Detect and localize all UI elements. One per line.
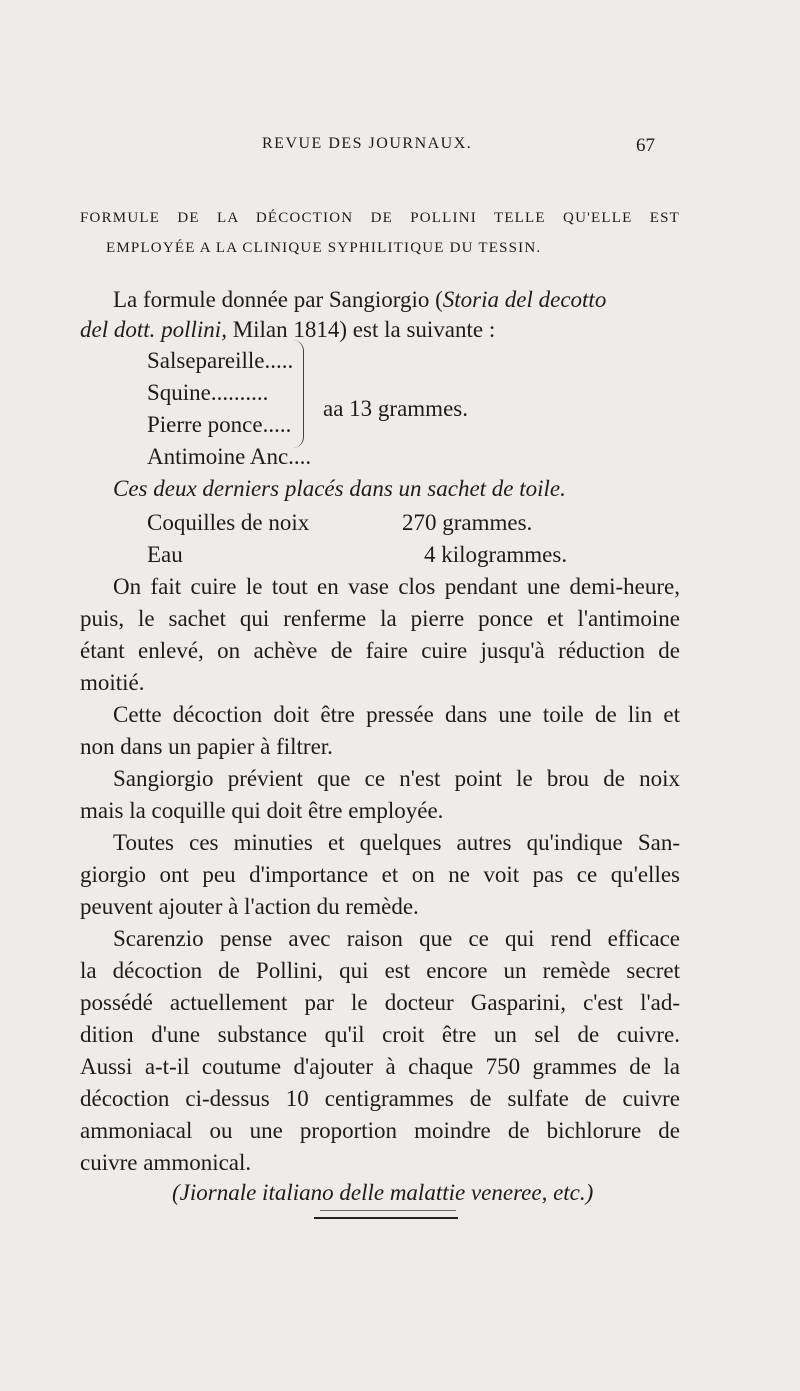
section-title-line-2: EMPLOYÉE A LA CLINIQUE SYPHILITIQUE DU TESSIN. [106,240,542,256]
source-citation: (Jiornale italiano delle malattie veneree, etc.) [172,1180,594,1205]
ingredient-item: Squine.......... [147,380,269,405]
body-line: non dans un papier à filtrer. [80,734,333,759]
body-line: moitié. [80,670,145,695]
grouping-brace [293,340,304,448]
ingredient-item: Salsepareille..... [147,348,294,373]
other-ingredient-name: Coquilles de noix [147,510,310,535]
intro-line-2 [80,315,495,345]
body-line: mais la coquille qui doit être employée. [80,798,444,823]
running-header [0,135,800,159]
body-line: peuvent ajouter à l'action du remède. [80,894,419,919]
body-line: Sangiorgio prévient que ce n'est point le brou de noix [113,766,680,791]
intro-line-1 [113,285,606,315]
body-line: ammoniacal ou une proportion moindre de bichlorure de [80,1118,680,1143]
body-line: Aussi a-t-il coutume d'ajouter à chaque 750 grammes de la [80,1054,680,1079]
other-ingredient-quantity: 4 kilogrammes. [424,542,568,567]
body-line: cuivre ammonical. [80,1150,252,1175]
sachet-note: Ces deux derniers placés dans un sachet de toile. [113,476,566,501]
section-title-line-1: FORMULE DE LA DÉCOCTION DE POLLINI TELLE QU'ELLE EST [80,210,680,226]
ingredient-quantity: aa 13 grammes. [323,396,468,421]
body-line: Toutes ces minuties et quelques autres qu'indique San- [113,830,680,855]
body-line: décoction ci-dessus 10 centigrammes de sulfate de cuivre [80,1086,680,1111]
end-rule-thin [320,1210,456,1211]
body-line: giorgio ont peu d'importance et on ne voit pas ce qu'elles [80,862,680,887]
body-line: dition d'une substance qu'il croit être un sel de cuivre. [80,1022,680,1047]
body-line: la décoction de Pollini, qui est encore un remède secret [80,958,680,983]
page-number: 67 [636,135,655,156]
body-line: puis, le sachet qui renferme la pierre ponce et l'antimoine [80,606,680,631]
running-title: REVUE DES JOURNAUX. [262,135,473,152]
other-ingredient-quantity: 270 grammes. [402,510,533,535]
intro-prefix: La formule donnée par Sangiorgio ( [113,287,443,312]
body-line: Scarenzio pense avec raison que ce qui rend efficace [113,926,680,951]
intro-rest: Milan 1814) est la suivante : [226,317,496,342]
intro-source-title: Storia del decotto [442,287,607,312]
ingredient-item: Pierre ponce..... [147,412,292,437]
body-line: possédé actuellement par le docteur Gasparini, c'est l'ad- [80,990,680,1015]
body-line: On fait cuire le tout en vase clos pendant une demi-heure, [113,574,680,599]
ingredient-item: Antimoine Anc.... [147,444,312,469]
end-rule [314,1217,458,1219]
body-line: Cette décoction doit être pressée dans une toile de lin et [113,702,680,727]
other-ingredient-name: Eau [147,542,183,567]
intro-source-author: del dott. pollini, [80,317,227,342]
body-line: étant enlevé, on achève de faire cuire jusqu'à réduction de [80,638,680,663]
